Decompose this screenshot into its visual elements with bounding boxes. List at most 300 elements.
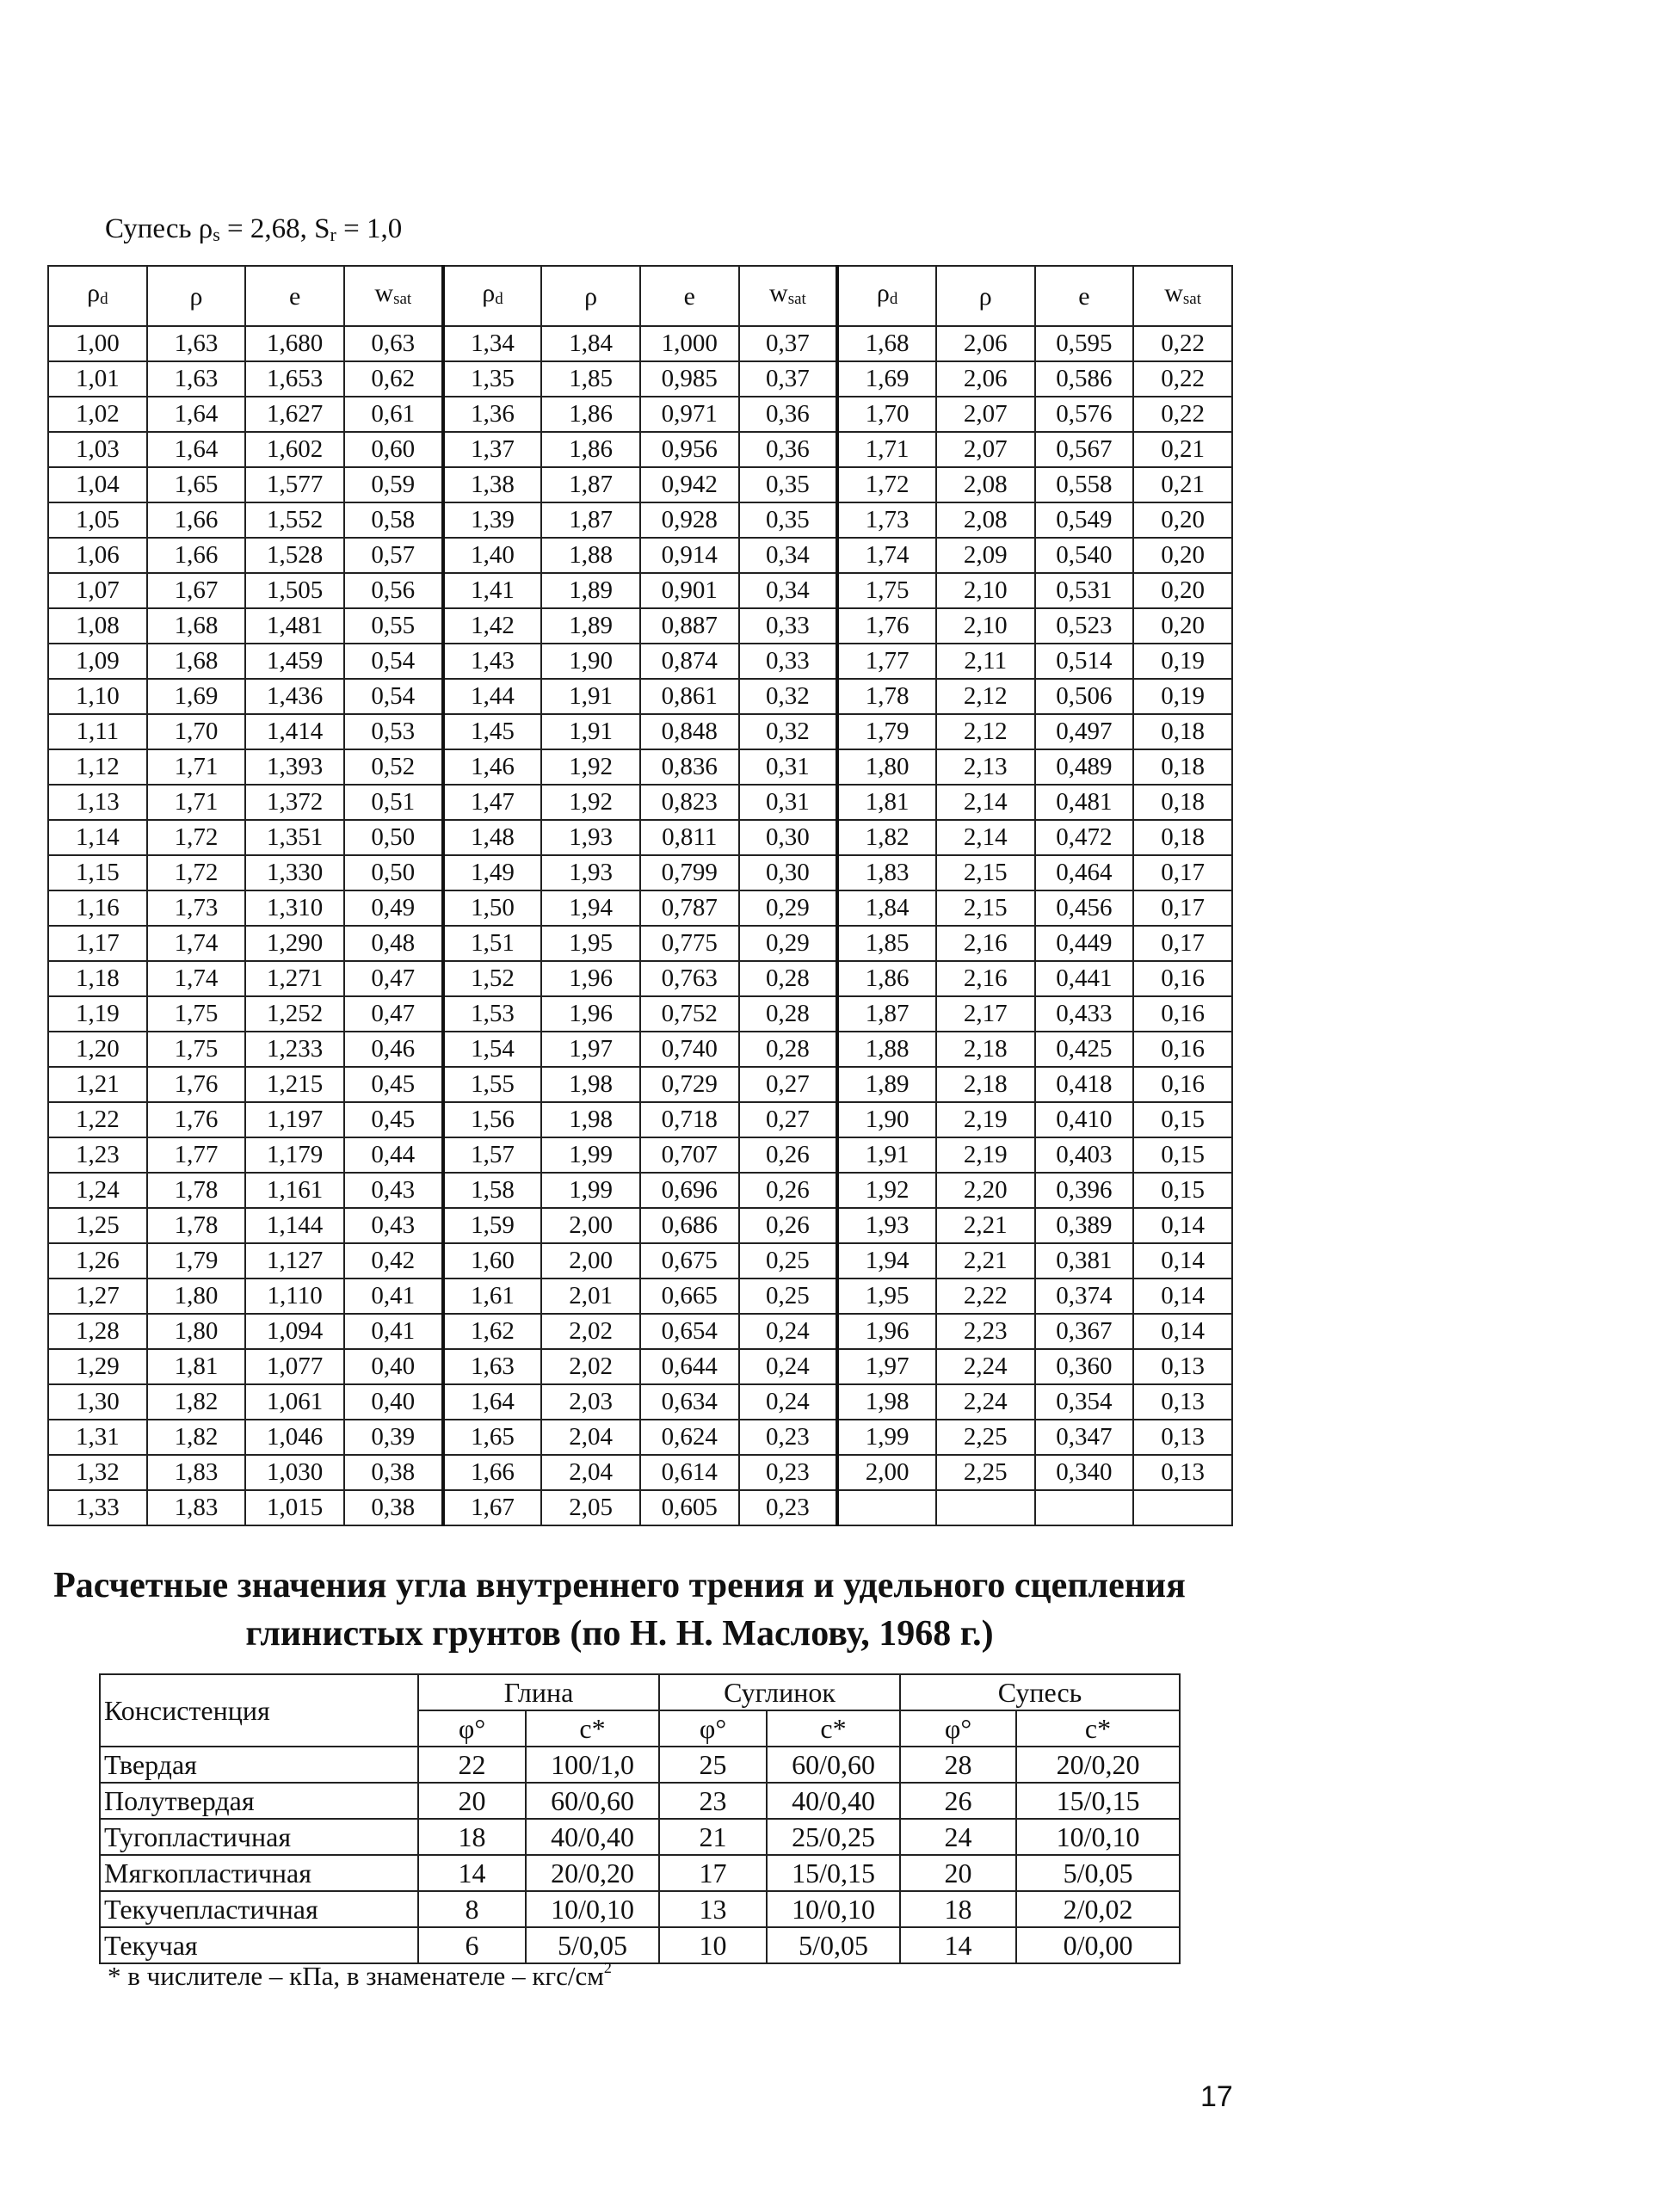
consistency-header-row-1 <box>100 1674 1180 1710</box>
table-cell: 2,10 <box>936 608 1035 644</box>
table-cell: 0,16 <box>1133 1032 1232 1067</box>
table-cell: 0,558 <box>1035 467 1134 502</box>
table-cell: 0,707 <box>640 1137 739 1173</box>
table-cell: 1,76 <box>147 1102 246 1137</box>
table-cell: 2,17 <box>936 996 1035 1032</box>
table-cell: 1,87 <box>541 502 640 538</box>
col-phi: φ° <box>900 1710 1016 1747</box>
table-cell: 0,549 <box>1035 502 1134 538</box>
table-row <box>48 679 1232 714</box>
table-row <box>48 1137 1232 1173</box>
table-cell: 0,46 <box>344 1032 443 1067</box>
table-row <box>48 926 1232 961</box>
col-c: c* <box>1016 1710 1180 1747</box>
table-row <box>48 820 1232 855</box>
table-cell: 0,20 <box>1133 538 1232 573</box>
header-cell: $\rho_d$ <box>837 266 936 326</box>
table-cell: 2,09 <box>936 538 1035 573</box>
table-row <box>48 1314 1232 1349</box>
table-cell: 1,86 <box>541 397 640 432</box>
table-cell: 0,36 <box>739 432 838 467</box>
table-cell: 0,14 <box>1133 1243 1232 1279</box>
header-cell: $w_{sat}$ <box>344 266 443 326</box>
table-cell: 1,602 <box>245 432 344 467</box>
table-cell: 0,28 <box>739 996 838 1032</box>
table-cell: 1,81 <box>147 1349 246 1384</box>
table-cell: 2,18 <box>936 1032 1035 1067</box>
table-cell: 1,78 <box>147 1208 246 1243</box>
table-cell: 2,06 <box>936 326 1035 361</box>
col-consistency: Консистенция <box>100 1674 418 1747</box>
table-cell: 0,35 <box>739 467 838 502</box>
table-cell: 6 <box>418 1927 526 1963</box>
table-cell: 0,16 <box>1133 961 1232 996</box>
table-cell: 1,53 <box>443 996 542 1032</box>
table-cell: 40/0,40 <box>526 1819 659 1855</box>
table-cell: 1,98 <box>837 1384 936 1420</box>
table-cell: 1,015 <box>245 1490 344 1525</box>
table-cell: 25/0,25 <box>767 1819 900 1855</box>
table-cell: 1,62 <box>443 1314 542 1349</box>
table-cell: 0,14 <box>1133 1208 1232 1243</box>
table-cell: 1,83 <box>147 1490 246 1525</box>
table-cell: 1,89 <box>541 573 640 608</box>
density-table-body <box>48 326 1232 1525</box>
table-cell: 1,59 <box>443 1208 542 1243</box>
table-cell: 0,381 <box>1035 1243 1134 1279</box>
table-cell: 2,15 <box>936 855 1035 890</box>
table-cell: 1,07 <box>48 573 147 608</box>
caption-sub-s: s <box>213 224 220 245</box>
table-cell: 1,91 <box>837 1137 936 1173</box>
table-cell: 0,20 <box>1133 502 1232 538</box>
table-cell: 0,901 <box>640 573 739 608</box>
table-cell: 5/0,05 <box>767 1927 900 1963</box>
table-cell: 2,19 <box>936 1137 1035 1173</box>
header-cell: $w_{sat}$ <box>739 266 838 326</box>
table-cell: 2,12 <box>936 714 1035 749</box>
table-cell: 1,32 <box>48 1455 147 1490</box>
table-row <box>48 397 1232 432</box>
table-cell: 0,28 <box>739 961 838 996</box>
table-cell: 23 <box>659 1783 767 1819</box>
table-cell: 20 <box>418 1783 526 1819</box>
table-cell: 1,81 <box>837 785 936 820</box>
table-row <box>48 361 1232 397</box>
table-cell: 1,98 <box>541 1102 640 1137</box>
table-cell: 0,718 <box>640 1102 739 1137</box>
table-cell: 0,52 <box>344 749 443 785</box>
table-cell: 1,75 <box>147 1032 246 1067</box>
table-row <box>48 1243 1232 1279</box>
table-cell: 10/0,10 <box>526 1891 659 1927</box>
table-cell: 1,10 <box>48 679 147 714</box>
table-cell: 1,85 <box>541 361 640 397</box>
table-cell: 1,18 <box>48 961 147 996</box>
table-cell: 1,23 <box>48 1137 147 1173</box>
table-cell: 1,27 <box>48 1279 147 1314</box>
table-cell: 0,586 <box>1035 361 1134 397</box>
table-cell: 2,05 <box>541 1490 640 1525</box>
table-cell: 0,605 <box>640 1490 739 1525</box>
table-cell: 1,88 <box>837 1032 936 1067</box>
table-cell: 0,49 <box>344 890 443 926</box>
header-cell: e <box>245 266 344 326</box>
table-cell: 0,24 <box>739 1349 838 1384</box>
table-cell: 1,49 <box>443 855 542 890</box>
table-cell: 26 <box>900 1783 1016 1819</box>
table-cell: 1,21 <box>48 1067 147 1102</box>
table-cell: 1,91 <box>541 679 640 714</box>
table-cell: 1,51 <box>443 926 542 961</box>
table-cell: 2,12 <box>936 679 1035 714</box>
table-cell: 1,54 <box>443 1032 542 1067</box>
header-cell: ρ <box>936 266 1035 326</box>
consistency-name: Текучая <box>100 1927 418 1963</box>
table-cell: 0,23 <box>739 1420 838 1455</box>
table-cell: 0,63 <box>344 326 443 361</box>
table-cell: 0,425 <box>1035 1032 1134 1067</box>
table-cell: 0,34 <box>739 538 838 573</box>
table-cell: 0,887 <box>640 608 739 644</box>
table-cell: 1,40 <box>443 538 542 573</box>
table-cell: 1,19 <box>48 996 147 1032</box>
table-cell: 0,787 <box>640 890 739 926</box>
table-row <box>48 785 1232 820</box>
table-cell: 1,00 <box>48 326 147 361</box>
table-cell: 0,30 <box>739 855 838 890</box>
table-cell: 1,78 <box>837 679 936 714</box>
table-cell: 1,89 <box>541 608 640 644</box>
table-cell: 14 <box>418 1855 526 1891</box>
table-cell: 0,675 <box>640 1243 739 1279</box>
table-cell: 0,441 <box>1035 961 1134 996</box>
table-cell: 1,44 <box>443 679 542 714</box>
table-cell: 2,02 <box>541 1349 640 1384</box>
table-cell: 0,410 <box>1035 1102 1134 1137</box>
table-cell: 1,16 <box>48 890 147 926</box>
table-cell: 0,654 <box>640 1314 739 1349</box>
table-cell: 0,58 <box>344 502 443 538</box>
table-cell: 0,32 <box>739 679 838 714</box>
table-cell: 0,38 <box>344 1455 443 1490</box>
table-cell: 0,29 <box>739 890 838 926</box>
table-cell: 2,15 <box>936 890 1035 926</box>
table-cell: 1,13 <box>48 785 147 820</box>
table-cell: 0,696 <box>640 1173 739 1208</box>
table-cell: 2,24 <box>936 1384 1035 1420</box>
table-cell: 0,34 <box>739 573 838 608</box>
table-cell: 2,06 <box>936 361 1035 397</box>
table-cell: 0,449 <box>1035 926 1134 961</box>
table-cell: 1,393 <box>245 749 344 785</box>
table-cell: 1,653 <box>245 361 344 397</box>
footnote-sup: 2 <box>603 1959 612 1976</box>
table-cell: 0,531 <box>1035 573 1134 608</box>
table-cell: 1,14 <box>48 820 147 855</box>
table-cell: 0,464 <box>1035 855 1134 890</box>
table-cell: 2,04 <box>541 1420 640 1455</box>
table-row <box>48 855 1232 890</box>
table-cell: 5/0,05 <box>526 1927 659 1963</box>
table-cell: 1,39 <box>443 502 542 538</box>
table-cell: 24 <box>900 1819 1016 1855</box>
table-cell: 0,340 <box>1035 1455 1134 1490</box>
table-cell: 0,775 <box>640 926 739 961</box>
table-row <box>48 432 1232 467</box>
table-cell: 0,23 <box>739 1490 838 1525</box>
group-sandy-loam: Супесь <box>900 1674 1180 1710</box>
table-cell: 0,985 <box>640 361 739 397</box>
table-cell: 0,33 <box>739 608 838 644</box>
table-cell: 60/0,60 <box>767 1747 900 1783</box>
table-cell: 0,914 <box>640 538 739 573</box>
table-row <box>48 538 1232 573</box>
table-cell: 0,624 <box>640 1420 739 1455</box>
table-cell: 1,42 <box>443 608 542 644</box>
footnote-text: * в числителе – кПа, в знаменателе – кгс/см <box>108 1961 604 1991</box>
table-cell: 1,93 <box>837 1208 936 1243</box>
table-cell: 1,83 <box>837 855 936 890</box>
table-cell: 0,24 <box>739 1384 838 1420</box>
table-cell: 0,23 <box>739 1455 838 1490</box>
table-cell: 10 <box>659 1927 767 1963</box>
heading-line-2: глинистых грунтов (по Н. Н. Маслову, 1968 г.) <box>245 1614 994 1654</box>
table-cell: 1,48 <box>443 820 542 855</box>
table-cell: 1,86 <box>837 961 936 996</box>
table-cell: 1,41 <box>443 573 542 608</box>
table-cell: 0,367 <box>1035 1314 1134 1349</box>
table-cell: 0,27 <box>739 1067 838 1102</box>
table-cell: 0,40 <box>344 1384 443 1420</box>
table-cell: 18 <box>900 1891 1016 1927</box>
table-cell: 1,12 <box>48 749 147 785</box>
table-cell: 1,09 <box>48 644 147 679</box>
table-cell: 2,22 <box>936 1279 1035 1314</box>
table-cell: 0,21 <box>1133 467 1232 502</box>
table-cell: 0,644 <box>640 1349 739 1384</box>
header-cell: e <box>1035 266 1134 326</box>
table-cell: 0,30 <box>739 820 838 855</box>
table-row <box>48 1067 1232 1102</box>
table-cell: 0,57 <box>344 538 443 573</box>
table-cell: 0,20 <box>1133 573 1232 608</box>
table-cell: 1,310 <box>245 890 344 926</box>
table-cell: 0,481 <box>1035 785 1134 820</box>
table-cell: 0,44 <box>344 1137 443 1173</box>
consistency-table <box>99 1673 1181 1964</box>
table-cell: 0,50 <box>344 820 443 855</box>
table-cell: 0,37 <box>739 361 838 397</box>
table-cell: 2,00 <box>541 1243 640 1279</box>
table-cell: 0,47 <box>344 961 443 996</box>
table-cell: 0,15 <box>1133 1137 1232 1173</box>
table-cell: 1,31 <box>48 1420 147 1455</box>
table-row <box>48 996 1232 1032</box>
table-cell: 1,57 <box>443 1137 542 1173</box>
table-cell: 0,20 <box>1133 608 1232 644</box>
table-cell: 1,030 <box>245 1455 344 1490</box>
table-cell: 0,18 <box>1133 785 1232 820</box>
table-cell: 1,63 <box>443 1349 542 1384</box>
table-cell: 1,02 <box>48 397 147 432</box>
table-cell: 0,55 <box>344 608 443 644</box>
table-cell: 2,21 <box>936 1243 1035 1279</box>
table-cell: 1,26 <box>48 1243 147 1279</box>
table-cell: 0/0,00 <box>1016 1927 1180 1963</box>
table-cell: 0,16 <box>1133 1067 1232 1102</box>
table-cell: 2,13 <box>936 749 1035 785</box>
table-cell: 1,372 <box>245 785 344 820</box>
table-cell: 1,69 <box>147 679 246 714</box>
table-cell: 1,72 <box>147 855 246 890</box>
table-row <box>100 1747 1180 1783</box>
table-cell: 1,87 <box>837 996 936 1032</box>
table-cell: 0,928 <box>640 502 739 538</box>
heading-line-1: Расчетные значения угла внутреннего трения и удельного сцепления <box>53 1566 1186 1605</box>
col-phi: φ° <box>418 1710 526 1747</box>
table-cell: 1,481 <box>245 608 344 644</box>
table-cell: 1,046 <box>245 1420 344 1455</box>
table-cell: 1,77 <box>147 1137 246 1173</box>
table-row <box>100 1819 1180 1855</box>
table-cell: 0,13 <box>1133 1384 1232 1420</box>
table-cell: 0,497 <box>1035 714 1134 749</box>
header-cell: $w_{sat}$ <box>1133 266 1232 326</box>
table-row <box>48 749 1232 785</box>
table-row <box>100 1927 1180 1963</box>
table-cell <box>1035 1490 1134 1525</box>
table-cell: 0,567 <box>1035 432 1134 467</box>
table-cell: 0,45 <box>344 1067 443 1102</box>
table-cell: 0,354 <box>1035 1384 1134 1420</box>
table-cell: 1,68 <box>147 608 246 644</box>
table-cell: 0,28 <box>739 1032 838 1067</box>
table-cell: 0,665 <box>640 1279 739 1314</box>
table-cell: 1,528 <box>245 538 344 573</box>
table-cell: 1,330 <box>245 855 344 890</box>
table-cell: 1,80 <box>837 749 936 785</box>
table-cell: 2,00 <box>837 1455 936 1490</box>
table-cell: 17 <box>659 1855 767 1891</box>
table-cell: 20/0,20 <box>1016 1747 1180 1783</box>
table-cell: 0,14 <box>1133 1279 1232 1314</box>
table-cell: 1,144 <box>245 1208 344 1243</box>
table-cell: 2/0,02 <box>1016 1891 1180 1927</box>
table-row <box>48 1455 1232 1490</box>
table-cell: 1,98 <box>541 1067 640 1102</box>
table-cell: 0,38 <box>344 1490 443 1525</box>
table-cell: 0,433 <box>1035 996 1134 1032</box>
table-cell: 0,24 <box>739 1314 838 1349</box>
table-cell: 1,197 <box>245 1102 344 1137</box>
table-row <box>48 573 1232 608</box>
table-cell: 0,43 <box>344 1208 443 1243</box>
table-cell: 2,10 <box>936 573 1035 608</box>
table-cell: 1,95 <box>837 1279 936 1314</box>
consistency-name: Твердая <box>100 1747 418 1783</box>
table-cell: 1,28 <box>48 1314 147 1349</box>
table-cell: 20 <box>900 1855 1016 1891</box>
table-cell: 1,20 <box>48 1032 147 1067</box>
table-cell: 1,01 <box>48 361 147 397</box>
table-row <box>100 1783 1180 1819</box>
table-cell: 1,82 <box>147 1384 246 1420</box>
table-row <box>48 1208 1232 1243</box>
table-cell: 2,21 <box>936 1208 1035 1243</box>
table-row <box>48 1279 1232 1314</box>
table-cell: 1,78 <box>147 1173 246 1208</box>
table-cell: 2,14 <box>936 785 1035 820</box>
table-cell: 0,59 <box>344 467 443 502</box>
caption-mid: = 2,68, S <box>219 213 330 244</box>
header-cell: $\rho_d$ <box>443 266 542 326</box>
table-cell: 0,31 <box>739 785 838 820</box>
table-cell: 0,47 <box>344 996 443 1032</box>
table-cell: 1,52 <box>443 961 542 996</box>
table-cell: 1,000 <box>640 326 739 361</box>
table-cell: 2,03 <box>541 1384 640 1420</box>
table-cell: 0,13 <box>1133 1420 1232 1455</box>
table-cell: 1,64 <box>147 397 246 432</box>
table-cell: 1,79 <box>147 1243 246 1279</box>
table-cell: 0,19 <box>1133 644 1232 679</box>
table-cell: 2,00 <box>541 1208 640 1243</box>
table-cell: 1,34 <box>443 326 542 361</box>
table-cell: 0,540 <box>1035 538 1134 573</box>
table-cell: 1,15 <box>48 855 147 890</box>
table-cell: 40/0,40 <box>767 1783 900 1819</box>
table-cell: 2,19 <box>936 1102 1035 1137</box>
table-cell: 1,96 <box>541 996 640 1032</box>
table-cell: 1,33 <box>48 1490 147 1525</box>
table-cell: 0,60 <box>344 432 443 467</box>
table-cell: 1,89 <box>837 1067 936 1102</box>
table-cell: 2,07 <box>936 432 1035 467</box>
table-cell: 1,29 <box>48 1349 147 1384</box>
table-cell: 1,38 <box>443 467 542 502</box>
table-cell: 0,26 <box>739 1137 838 1173</box>
table-cell: 1,82 <box>837 820 936 855</box>
table-cell: 1,04 <box>48 467 147 502</box>
table-cell: 1,46 <box>443 749 542 785</box>
table-cell: 0,13 <box>1133 1455 1232 1490</box>
table-cell: 1,24 <box>48 1173 147 1208</box>
table-cell: 10/0,10 <box>767 1891 900 1927</box>
table-cell: 0,763 <box>640 961 739 996</box>
table-cell: 1,077 <box>245 1349 344 1384</box>
table-cell: 1,35 <box>443 361 542 397</box>
table-cell: 1,08 <box>48 608 147 644</box>
table-row <box>48 1420 1232 1455</box>
caption-suffix: = 1,0 <box>336 213 403 244</box>
table-cell: 0,31 <box>739 749 838 785</box>
table-cell: 0,41 <box>344 1314 443 1349</box>
table-cell: 2,23 <box>936 1314 1035 1349</box>
table-cell: 14 <box>900 1927 1016 1963</box>
table-cell: 1,74 <box>837 538 936 573</box>
table-cell: 2,08 <box>936 467 1035 502</box>
table-cell: 0,514 <box>1035 644 1134 679</box>
table-cell: 1,55 <box>443 1067 542 1102</box>
table-cell: 0,686 <box>640 1208 739 1243</box>
table-cell: 0,54 <box>344 644 443 679</box>
table-cell: 0,62 <box>344 361 443 397</box>
table-cell: 18 <box>418 1819 526 1855</box>
table-cell: 1,63 <box>147 361 246 397</box>
table-cell: 13 <box>659 1891 767 1927</box>
table-row <box>48 1349 1232 1384</box>
